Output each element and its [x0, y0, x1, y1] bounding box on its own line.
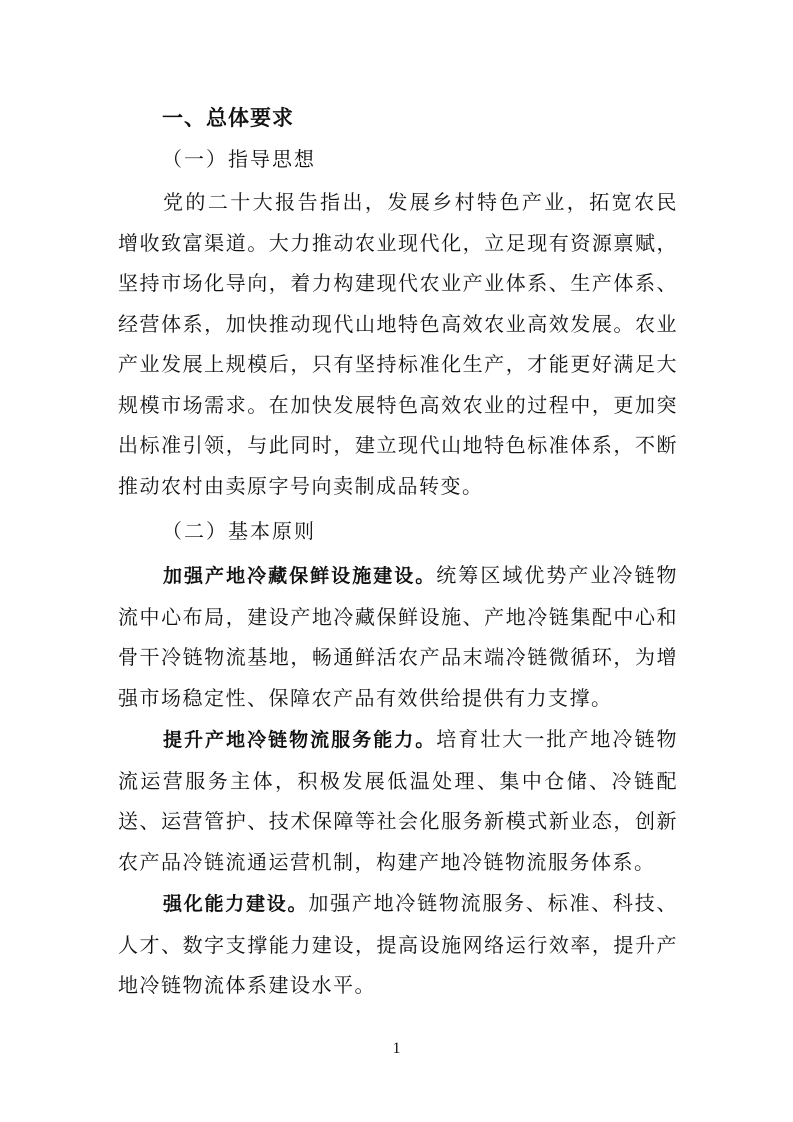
- paragraph-lead: 加强产地冷藏保鲜设施建设。: [163, 565, 437, 587]
- heading-general-requirements: 一、总体要求: [162, 106, 294, 130]
- paragraph-capacity-building: [118, 883, 678, 1006]
- paragraph-text: 培育壮大一批产地冷链物流运营服务主体，积极发展低温处理、集中仓储、冷链配送、运营管护、技术保障等社会化服务新模式新业态，创新农产品冷链流通运营机制，构建产地冷链物流服务体系。: [118, 727, 678, 874]
- paragraph-cold-storage-facilities: [118, 555, 678, 718]
- paragraph-lead: 提升产地冷链物流服务能力。: [163, 729, 437, 751]
- page-number: 1: [392, 1040, 401, 1057]
- paragraph-cold-chain-service: [118, 719, 678, 882]
- subheading-guiding-ideology: （一）指导思想: [162, 147, 316, 171]
- paragraph-text: 统筹区域优势产业冷链物流中心布局，建设产地冷藏保鲜设施、产地冷链集配中心和骨干冷链物流基地，畅通鲜活农产品末端冷链微循环，为增强市场稳定性、保障农产品有效供给提供有力支撑。: [118, 563, 678, 710]
- subheading-basic-principles: （二）基本原则: [162, 519, 316, 543]
- paragraph-lead: 强化能力建设。: [163, 893, 309, 915]
- paragraph-guiding-ideology: 党的二十大报告指出，发展乡村特色产业，拓宽农民增收致富渠道。大力推动农业现代化，立足现有资源禀赋，坚持市场化导向，着力构建现代农业产业体系、生产体系、经营体系，加快推动现代山地特色高效农业高效发展。农业产业发展上规模后，只有坚持标准化生产，才能更好满足大规模市场需求。在加快发展特色高效农业的过程中，更加突出标准引领，与此同时，建立现代山地特色标准体系，不断推动农村由卖原字号向卖制成品转变。: [118, 190, 678, 498]
- paragraph-text: 加强产地冷链物流服务、标准、科技、人才、数字支撑能力建设，提高设施网络运行效率，提升产地冷链物流体系建设水平。: [118, 891, 678, 997]
